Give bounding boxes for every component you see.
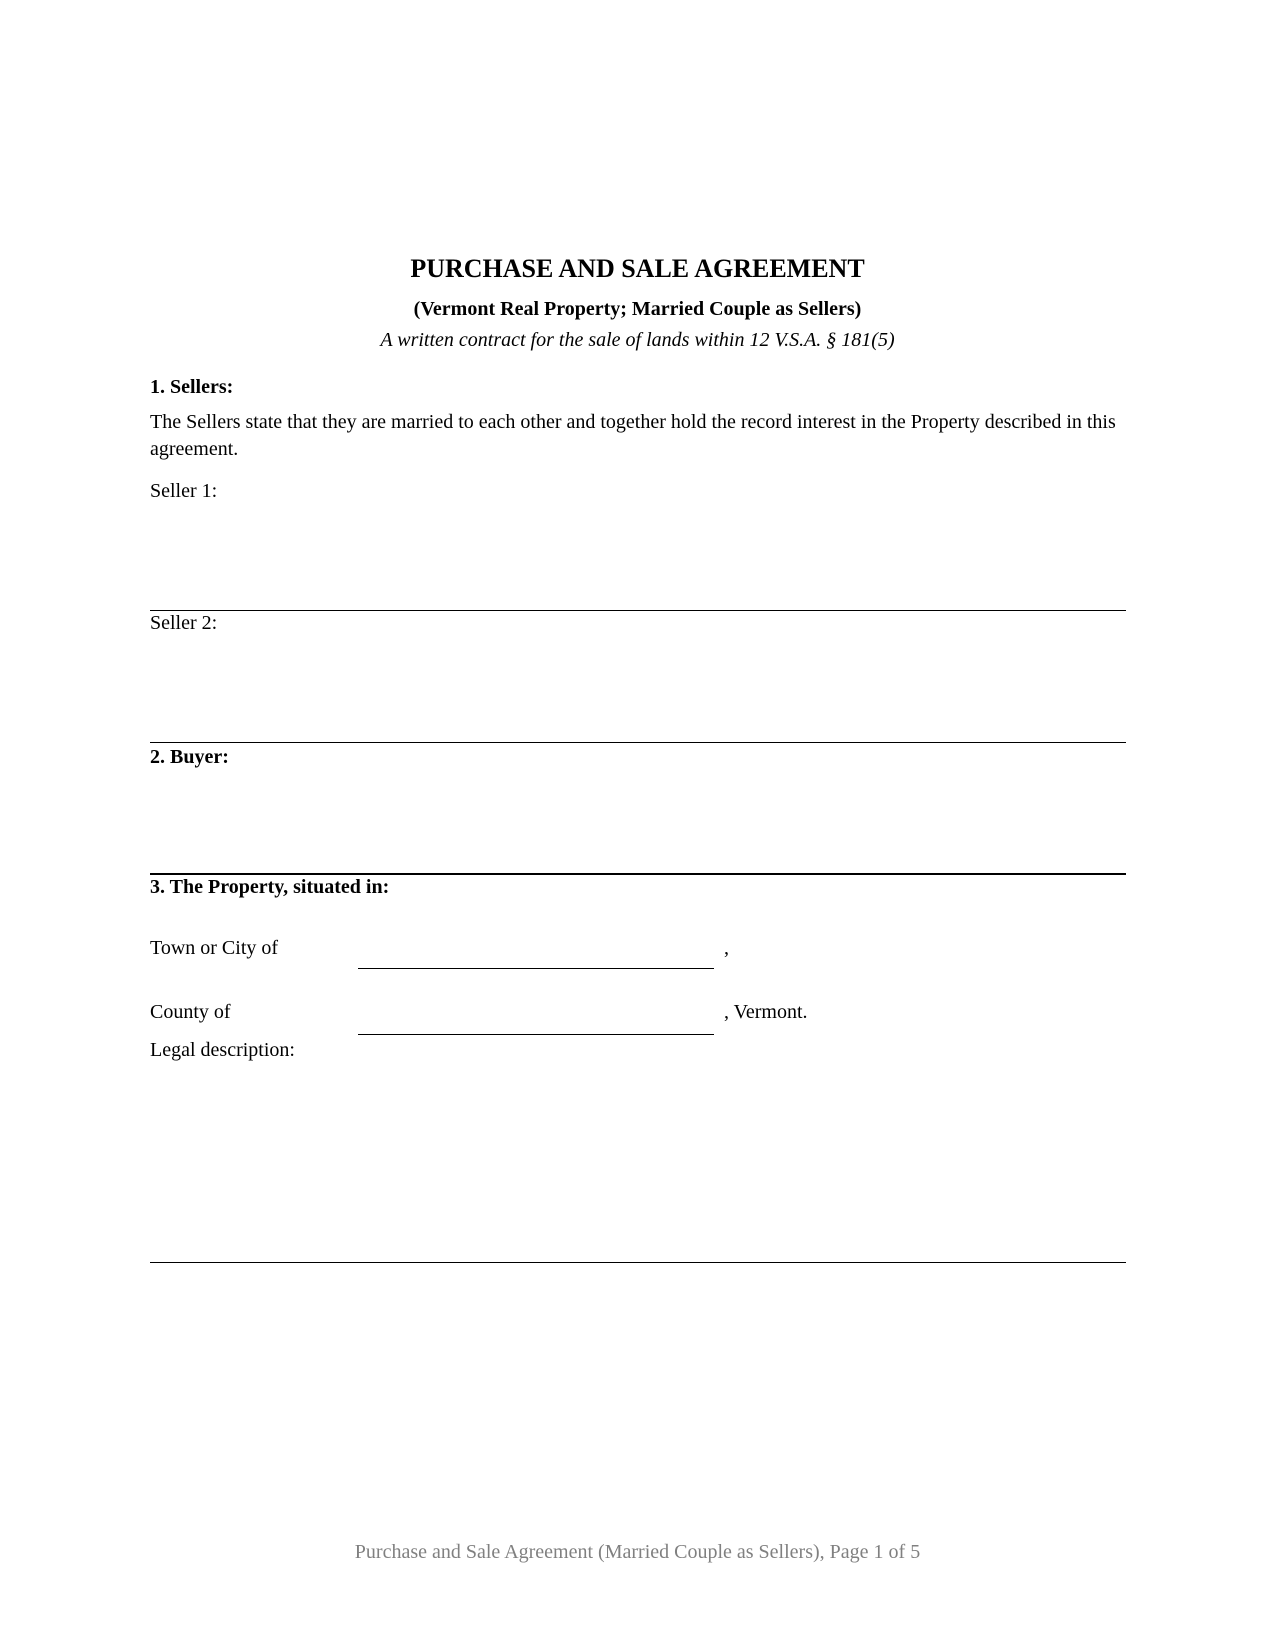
sellers-heading: 1. Sellers:	[150, 376, 234, 398]
seller2-signature-line[interactable]	[150, 742, 1126, 743]
statute-note: A written contract for the sale of lands within 12 V.S.A. § 181(5)	[380, 329, 895, 351]
county-suffix: , Vermont.	[724, 1001, 808, 1023]
seller2-label: Seller 2:	[150, 612, 218, 634]
buyer-heading: 2. Buyer:	[150, 746, 229, 768]
legal-description-line[interactable]	[150, 1262, 1126, 1263]
county-blank-line[interactable]	[358, 1034, 714, 1035]
town-blank-line[interactable]	[358, 968, 714, 969]
town-suffix: ,	[724, 937, 729, 959]
town-label: Town or City of	[150, 937, 279, 959]
sellers-statement: The Sellers state that they are married to each other and together hold the record interest in the Property described in this agreement.	[150, 411, 1116, 460]
document-title: PURCHASE AND SALE AGREEMENT	[410, 254, 865, 283]
page-footer: Purchase and Sale Agreement (Married Couple as Sellers), Page 1 of 5	[354, 1541, 921, 1563]
county-label: County of	[150, 1001, 231, 1023]
property-heading: 3. The Property, situated in:	[150, 876, 390, 898]
seller1-signature-line[interactable]	[150, 610, 1126, 611]
seller1-label: Seller 1:	[150, 480, 218, 502]
legal-description-label: Legal description:	[150, 1039, 295, 1061]
document-subtitle: (Vermont Real Property; Married Couple as Sellers)	[413, 298, 862, 320]
